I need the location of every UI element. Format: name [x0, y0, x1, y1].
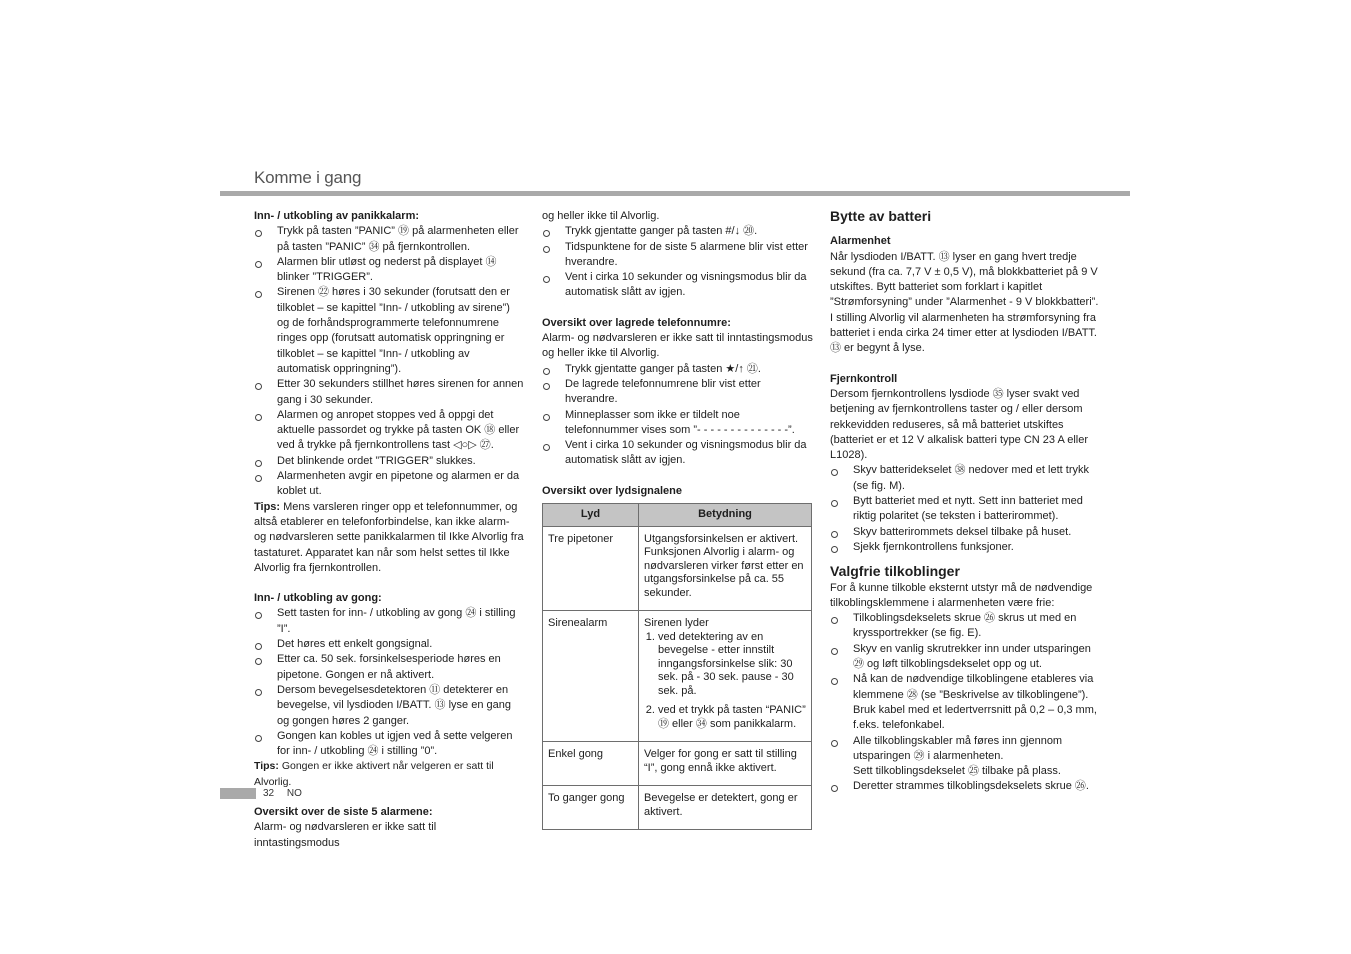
list-item: Sett tasten for inn- / utkobling av gong ㉔ i stilling ”I”.	[254, 606, 524, 637]
list-item: 1. ved detektering av en bevegelse - etter innstilt inngangsforsinkelse slik: 30 sek. på - 30 sek. pause - 30 sek. på.	[658, 631, 806, 699]
table-row	[543, 786, 812, 830]
last5-text: Alarm- og nødvarsleren er ikke satt til inntastingsmodus	[254, 821, 437, 849]
table-cell: Tre pipetoner	[543, 526, 639, 611]
list-item: Skyv batterirommets deksel tilbake på huset.	[830, 525, 1102, 540]
list-item: De lagrede telefonnumrene blir vist etter hverandre.	[542, 377, 814, 408]
list-item: Alarmenheten avgir en pipetone og alarmen er da koblet ut.	[254, 469, 524, 500]
list-item: Sirenen ㉒ høres i 30 sekunder (forutsatt den er tilkoblet – se kapittel ”Inn- / utkobling av sirene”) og de forhåndsprogrammerte telefonnumrene ringes opp (forutsatt automatisk oppringning er tilkoblet – se kapittel ”Inn- / utkobling av automatisk oppringning”).	[254, 285, 524, 377]
table-row	[543, 742, 812, 786]
alarm-unit-text: Når lysdioden I/BATT. ⑬ lyser en gang hvert tredje sekund (fra ca. 7,7 V ± 0,5 V), må blokkbatteriet på 9 V utskiftes. Bytt batteriet som forklart i kapitlet ”Strømforsyning” under ”Alarmenhet - 9 V blokkbatteri”.	[830, 250, 1099, 309]
battery-heading: Bytte av batteri	[830, 208, 932, 224]
list-item: Etter 30 sekunders stillhet høres sirenen for annen gang i 30 sekunder.	[254, 377, 524, 408]
list-item: Trykk gjentatte ganger på tasten #/↓ ⑳.	[542, 224, 814, 239]
gong-heading: Inn- / utkobling av gong:	[254, 592, 382, 605]
footer	[263, 788, 312, 800]
siren-intro: Sirenen lyder	[644, 617, 709, 630]
table-header-cell: Lyd	[543, 504, 639, 527]
header-divider	[220, 191, 1130, 196]
list-item: Deretter strammes tilkoblingsdekselets skrue ㉖.	[830, 779, 1102, 794]
remote-text: Dersom fjernkontrollens lysdiode ㉟ lyser svakt ved betjening av fjernkontrollens taster og / eller dersom rekkevidden reduseres, så må batteriet utskiftes (batteriet er et 12 V alkalisk batteri type CN 23 A eller L1028).	[830, 387, 1089, 462]
last5-text-cont: og heller ikke til Alvorlig.	[542, 210, 660, 222]
signals-table	[542, 503, 812, 830]
language-code: NO	[286, 788, 302, 799]
column-middle	[542, 209, 814, 830]
list-item: Skyv en vanlig skrutrekker inn under utsparingen ㉙ og løft tilkoblingsdekselet opp og ut.	[830, 642, 1102, 673]
phones-text: Alarm- og nødvarsleren er ikke satt til inntastingsmodus og heller ikke til Alvorlig.	[542, 332, 813, 360]
table-header-cell: Betydning	[639, 504, 812, 527]
list-item: Alle tilkoblingskabler må føres inn gjennom utsparingen ㉙ i alarmenheten. Sett tilkoblingsdekselet ㉕ tilbake på plass.	[830, 734, 1102, 780]
table-cell: Sirenealarm	[543, 611, 639, 742]
list-item: 2. ved et trykk på tasten “PANIC” ⑲ eller ㉞ som panikkalarm.	[658, 704, 806, 731]
list-item: Trykk på tasten ”PANIC” ⑲ på alarmenheten eller på tasten ”PANIC” ㉞ på fjernkontrollen.	[254, 224, 524, 255]
optional-list	[830, 611, 1102, 795]
siren-steps	[644, 631, 806, 732]
footer-marker	[220, 788, 256, 799]
list-item: Skyv batteridekselet ㊳ nedover med et lett trykk (se fig. M).	[830, 463, 1102, 494]
list-item: Det blinkende ordet ”TRIGGER” slukkes.	[254, 454, 524, 469]
list-item: Vent i cirka 10 sekunder og visningsmodus blir da automatisk slått av igjen.	[542, 270, 814, 301]
list-item: Det høres ett enkelt gongsignal.	[254, 637, 524, 652]
list-item: Tilkoblingsdekselets skrue ㉖ skrus ut med en kryssportrekker (se fig. E).	[830, 611, 1102, 642]
table-row	[543, 611, 812, 742]
column-left	[254, 209, 524, 851]
signals-heading: Oversikt over lydsignalene	[542, 484, 683, 497]
remote-list	[830, 463, 1102, 555]
gong-list	[254, 606, 524, 759]
table-cell: Enkel gong	[543, 742, 639, 786]
list-item: Minneplasser som ikke er tildelt noe telefonnummer vises som ”- - - - - - - - - - - - - -”.	[542, 408, 814, 439]
alarm-unit-text-2: I stilling Alvorlig vil alarmenheten ha strømforsyning fra batteriet i enda cirka 24 timer etter at lysdioden I/BATT. ⑬ er begynt å lyse.	[830, 311, 1097, 355]
column-right	[830, 209, 1102, 795]
panic-heading: Inn- / utkobling av panikkalarm:	[254, 210, 420, 222]
table-cell: To ganger gong	[543, 786, 639, 830]
page-header-title: Komme i gang	[254, 168, 362, 187]
tips-text: Mens varsleren ringer opp et telefonnummer, og altså etablerer en telefonforbindelse, kan ikke alarm- og nødvarsleren sette panikkalarmen til Ikke Alvorlig fra tastaturet. Apparatet kan når som helst settes til Ikke Alvorlig fra fjernkontrollen.	[254, 500, 524, 574]
list-item: Bytt batteriet med et nytt. Sett inn batteriet med riktig polaritet (se teksten i batterirommet).	[830, 494, 1102, 525]
last5-list	[542, 224, 814, 300]
list-item: Vent i cirka 10 sekunder og visningsmodus blir da automatisk slått av igjen.	[542, 438, 814, 469]
remote-subheading: Fjernkontroll	[830, 372, 898, 385]
tips-text: Gongen er ikke aktivert når velgeren er satt til Alvorlig.	[254, 760, 494, 788]
list-item: Trykk gjentatte ganger på tasten ★/↑ ㉑.	[542, 362, 814, 377]
optional-heading: Valgfrie tilkoblinger	[830, 563, 960, 580]
tips-label: Tips:	[254, 760, 279, 773]
page-number: 32	[263, 788, 275, 799]
table-cell: Velger for gong er satt til stilling “I”, gong ennå ikke aktivert.	[639, 742, 812, 786]
list-item: Dersom bevegelsesdetektoren ⑪ detekterer en bevegelse, vil lysdioden I/BATT. ⑬ lyse en gang og gongen høres 2 ganger.	[254, 683, 524, 729]
list-item: Nå kan de nødvendige tilkoblingene etableres via klemmene ㉘ (se ”Beskrivelse av tilkoblingene”). Bruk kabel med et ledertverrsnitt på 0,2 – 0,3 mm, f.eks. telefonkabel.	[830, 672, 1102, 733]
list-item: Alarmen blir utløst og nederst på displayet ⑭ blinker ”TRIGGER”.	[254, 255, 524, 286]
table-header-row	[543, 504, 812, 527]
list-item: Gongen kan kobles ut igjen ved å sette velgeren for inn- / utkobling ㉔ i stilling ”0”.	[254, 729, 524, 760]
table-cell	[639, 611, 812, 742]
panic-list	[254, 224, 524, 499]
list-item: Alarmen og anropet stoppes ved å oppgi det aktuelle passordet og trykke på tasten OK ⑱ eller ved å trykke på fjernkontrollens tast ◁○▷ ㉗.	[254, 408, 524, 454]
panic-tips	[254, 500, 524, 576]
table-cell: Bevegelse er detektert, gong er aktivert.	[639, 786, 812, 830]
list-item: Sjekk fjernkontrollens funksjoner.	[830, 540, 1102, 555]
last5-heading: Oversikt over de siste 5 alarmene:	[254, 805, 433, 818]
alarm-unit-subheading: Alarmenhet	[830, 235, 891, 248]
phones-heading: Oversikt over lagrede telefonnumre:	[542, 316, 731, 329]
tips-label: Tips:	[254, 500, 281, 513]
phones-list	[542, 362, 814, 469]
optional-text: For å kunne tilkoble eksternt utstyr må de nødvendige tilkoblingsklemmene i alarmenheten være frie:	[830, 581, 1093, 609]
list-item: Tidspunktene for de siste 5 alarmene blir vist etter hverandre.	[542, 240, 814, 271]
gong-tips	[254, 759, 524, 790]
table-row	[543, 526, 812, 611]
table-cell: Utgangsforsinkelsen er aktivert. Funksjonen Alvorlig i alarm- og nødvarsleren virker først etter en utgangsforsinkelse på ca. 55 sekunder.	[639, 526, 812, 611]
list-item: Etter ca. 50 sek. forsinkelsesperiode høres en pipetone. Gongen er nå aktivert.	[254, 652, 524, 683]
